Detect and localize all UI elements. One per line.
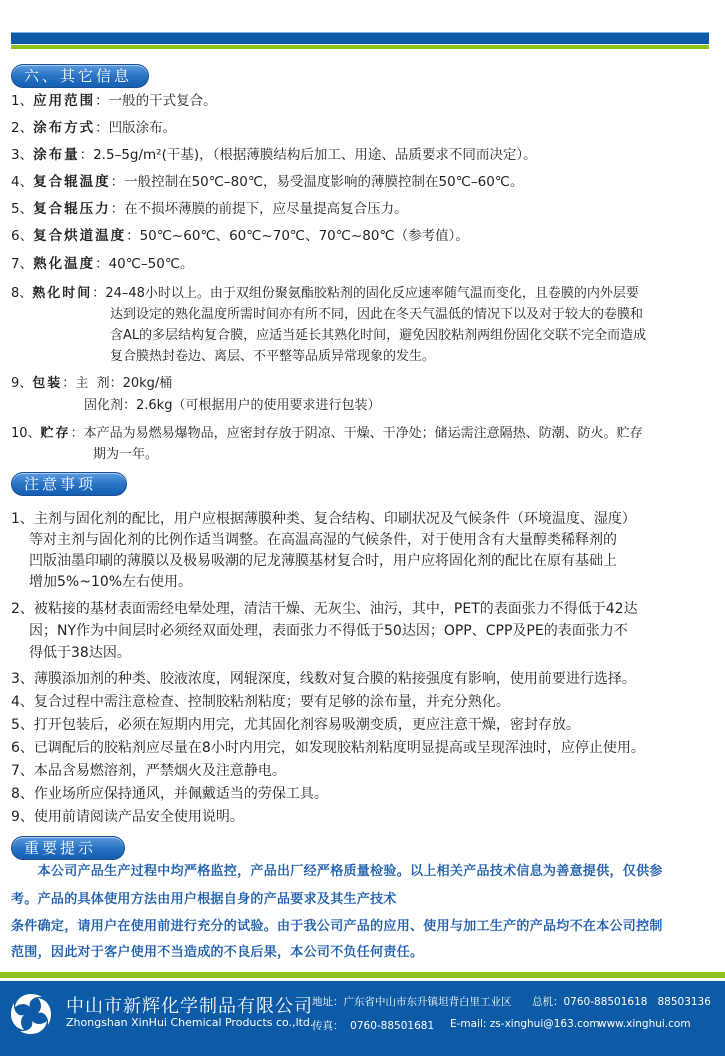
note-item-6 [11, 738, 645, 759]
info-item-8-line-4: 复合膜热封卷边、离层、不平整等品质异常现象的发生。 [110, 349, 436, 364]
item-text: 凹版涂布。 [108, 120, 177, 136]
item-text: 使用前请阅读产品安全使用说明。 [33, 809, 244, 825]
info-item-10-line-2: 期为一年。 [93, 447, 159, 462]
note-item-7 [11, 761, 286, 782]
item-text: 50℃~60℃、60℃~70℃、70℃~80℃（参考值）。 [139, 228, 469, 244]
item-number: 7、 [11, 256, 34, 272]
item-key: 复合烘道温度 [33, 228, 127, 244]
item-number: 3、 [11, 147, 34, 163]
item-key: 贮存 [40, 426, 71, 441]
info-item-10 [11, 424, 643, 444]
info-item-8 [11, 284, 639, 304]
item-text: 2.5–5g/m²(干基)，（根据薄膜结构后加工、用途、品质要求不同而决定）。 [93, 147, 537, 163]
item-number: 4、 [11, 694, 34, 710]
item-key: 复合辊压力 [33, 201, 111, 217]
company-fax: 传真： 0760-88501681 [312, 1020, 435, 1032]
section-title-notes: 注意事项 [11, 472, 127, 496]
item-text: 本品含易燃溶剂，严禁烟火及注意静电。 [33, 763, 286, 779]
item-number: 1、 [11, 511, 34, 527]
tip-line-1: 本公司产品生产过程中均严格监控，产品出厂经严格质量检验。以上相关产品技术信息为善意提供，仅供参 [11, 864, 663, 879]
info-item-8-line-3: 含AL的多层结构复合膜，应适当延长其熟化时间，避免因胶粘剂两组份固化交联不完全而造成 [110, 328, 647, 343]
item-sep: ： [110, 174, 125, 190]
info-item-4 [11, 172, 523, 192]
note-item-1-line-2: 等对主剂与固化剂的比例作适当调整。在高温高湿的气候条件，对于使用含有大量醇类稀释剂的 [29, 532, 617, 548]
note-item-3 [11, 669, 636, 690]
item-number: 3、 [11, 671, 34, 687]
item-number: 2、 [11, 601, 34, 617]
tip-line-2: 考。产品的具体使用方法由用户根据自身的产品要求及其生产技术 [11, 892, 397, 907]
info-item-8-line-2: 达到设定的熟化温度所需时间亦有所不同，因此在冬天气温低的情况下以及对于较大的卷膜和 [110, 307, 644, 322]
item-text: 本产品为易燃易爆物品，应密封存放于阴凉、干燥、干净处；储运需注意隔热、防潮、防火。贮存 [83, 426, 643, 441]
tip-line-3: 条件确定，请用户在使用前进行充分的试验。由于我公司产品的应用、使用与加工生产的产品均不在本公司控制 [11, 919, 663, 934]
company-name-en: Zhongshan XinHui Chemical Products co.,ltd. [66, 1016, 314, 1029]
item-text: 一般控制在50℃–80℃，易受温度影响的薄膜控制在50℃–60℃。 [124, 174, 524, 190]
tip-line-4: 范围，因此对于客户使用不当造成的不良后果，本公司不负任何责任。 [11, 945, 424, 960]
note-item-2-line-2: 因；NY作为中间层时必须经双面处理，表面张力不得低于50达因；OPP、CPP及PE的表面张力不 [29, 623, 628, 639]
footer [0, 981, 725, 1056]
note-item-8 [11, 784, 328, 805]
note-item-9 [11, 807, 244, 828]
company-phone: 总机：0760-88501618 88503136 [532, 996, 711, 1008]
note-item-2-line-3: 得低于38达因。 [29, 645, 131, 661]
info-item-9 [11, 374, 172, 394]
item-text: 薄膜添加剂的种类、胶液浓度，网辊深度，线数对复合膜的粘接强度有影响，使用前要进行选择。 [33, 671, 636, 687]
info-item-3 [11, 145, 537, 165]
item-sep: ： [92, 286, 106, 301]
item-number: 10、 [11, 426, 41, 441]
item-number: 5、 [11, 201, 34, 217]
item-key: 复合辊温度 [33, 174, 111, 190]
note-item-1-line-4: 增加5%~10%左右使用。 [29, 574, 193, 590]
info-item-6 [11, 226, 469, 246]
item-text: 40℃–50℃。 [108, 256, 194, 272]
note-item-1 [11, 509, 636, 530]
info-item-9-line-2: 固化剂：2.6kg（可根据用户的使用要求进行包装） [84, 398, 381, 413]
pinwheel-logo-icon [8, 991, 54, 1037]
item-text: 主 剂：20kg/桶 [75, 376, 173, 391]
note-item-4 [11, 692, 510, 713]
item-text: 复合过程中需注意检查、控制胶粘剂粘度；要有足够的涂布量，并充分熟化。 [33, 694, 510, 710]
item-key: 包装 [32, 376, 63, 391]
item-number: 8、 [11, 286, 33, 301]
company-name-cn: 中山市新辉化学制品有限公司 [66, 996, 313, 1017]
item-text: 主剂与固化剂的配比，用户应根据薄膜种类、复合结构、印刷状况及气候条件（环境温度、湿度） [33, 511, 636, 527]
item-key: 熟化时间 [32, 286, 93, 301]
note-item-1-line-3: 凹版油墨印刷的薄膜以及极易吸潮的尼龙薄膜基材复合时，用户应将固化剂的配比在原有基础上 [29, 553, 617, 569]
item-sep: ： [79, 147, 94, 163]
item-text: 作业场所应保持通风，并佩戴适当的劳保工具。 [33, 786, 328, 802]
item-text: 在不损坏薄膜的前提下，应尽量提高复合压力。 [124, 201, 408, 217]
note-item-2 [11, 599, 638, 620]
item-text: 24–48小时以上。由于双组份聚氨酯胶粘剂的固化反应速率随气温而变化，且卷膜的内外层要 [105, 286, 639, 301]
item-key: 涂布量 [33, 147, 80, 163]
item-number: 5、 [11, 717, 34, 733]
item-text: 已调配后的胶粘剂应尽量在8小时内用完，如发现胶粘剂粘度明显提高或呈现浑浊时，应停止使用。 [33, 740, 645, 756]
item-key: 熟化温度 [33, 256, 96, 272]
item-number: 9、 [11, 809, 34, 825]
item-sep: ： [95, 120, 109, 136]
item-number: 8、 [11, 786, 34, 802]
info-item-7 [11, 254, 194, 274]
item-text: 打开包装后，必须在短期内用完，尤其固化剂容易吸潮变质，更应注意干燥，密封存放。 [33, 717, 580, 733]
item-sep: ： [126, 228, 140, 244]
item-text: 一般的干式复合。 [108, 93, 217, 109]
item-key: 涂布方式 [33, 120, 96, 136]
item-number: 2、 [11, 120, 34, 136]
item-number: 9、 [11, 376, 33, 391]
company-email-link[interactable]: E-mail: zs-xinghui@163.com [450, 1018, 600, 1030]
section-title-other-info: 六、其它信息 [11, 64, 149, 88]
item-text: 被粘接的基材表面需经电晕处理，清洁干燥、无灰尘、油污，其中，PET的表面张力不得低于42达 [33, 601, 638, 617]
item-number: 7、 [11, 763, 34, 779]
note-item-5 [11, 715, 580, 736]
item-sep: ： [95, 256, 109, 272]
item-number: 6、 [11, 228, 34, 244]
header-green-bar [11, 45, 709, 49]
info-item-1 [11, 91, 217, 111]
item-sep: ： [95, 93, 109, 109]
info-item-5 [11, 199, 408, 219]
item-number: 6、 [11, 740, 34, 756]
section-title-important-tips: 重要提示 [11, 836, 125, 860]
header-blue-bar [11, 32, 709, 44]
item-number: 4、 [11, 174, 34, 190]
company-address: 地址：广东省中山市东升镇坦背白里工业区 [312, 996, 512, 1008]
item-number: 1、 [11, 93, 34, 109]
item-sep: ： [62, 376, 76, 391]
info-item-2 [11, 118, 176, 138]
item-sep: ： [70, 426, 84, 441]
item-key: 应用范围 [33, 93, 96, 109]
company-website-link[interactable]: www.xinghui.com [598, 1018, 691, 1030]
item-sep: ： [110, 201, 125, 217]
